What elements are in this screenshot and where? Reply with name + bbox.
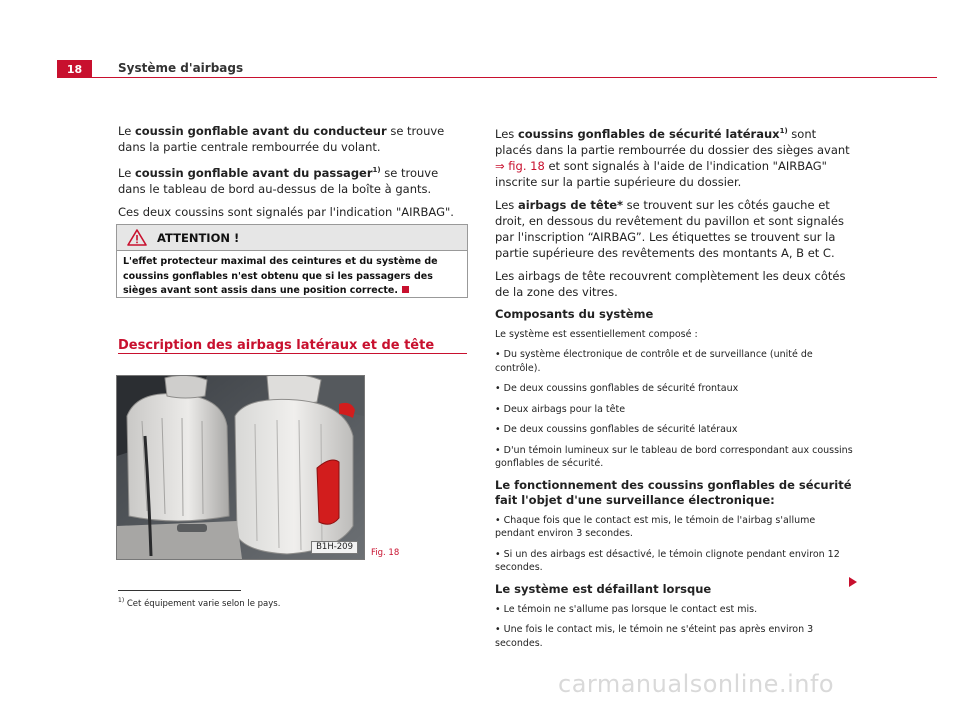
paragraph-head-coverage: Les airbags de tête recouvrent complètement les deux côtés de la zone des vitres. bbox=[495, 268, 846, 299]
figure-seats-image bbox=[116, 375, 365, 560]
list-item: • Deux airbags pour la tête bbox=[495, 403, 626, 415]
section-rule bbox=[118, 353, 467, 354]
list-item: • Le témoin ne s'allume pas lorsque le contact est mis. bbox=[495, 603, 758, 615]
paragraph-head-airbags: Les airbags de tête* se trouvent sur les côtés gauche et droit, en dessous du revêtement du pavillon et sont signalés par l'inscription “AIRBAG”. Les étiquettes se trouvent sur la partie supérieure des revêtements des montants A, B et C. bbox=[495, 197, 844, 260]
end-square-icon bbox=[402, 286, 409, 293]
page-title: Système d'airbags bbox=[118, 61, 244, 75]
footnote-rule bbox=[118, 590, 241, 591]
term-driver-airbag: coussin gonflable avant du conducteur bbox=[134, 124, 387, 138]
list-item: • Chaque fois que le contact est mis, le témoin de l'airbag s'allume pendant environ 3 secondes. bbox=[495, 514, 816, 540]
paragraph-driver-airbag: Le coussin gonflable avant du conducteur se trouve dans la partie centrale rembourrée du volant. bbox=[118, 124, 445, 154]
subheading-faulty: Le système est défaillant lorsque bbox=[495, 581, 712, 596]
figure-code: B1H-209 bbox=[311, 541, 358, 554]
section-title: Description des airbags latéraux et de tête bbox=[118, 338, 435, 353]
arrow-icon: ⇒ bbox=[495, 158, 505, 173]
list-item: • D'un témoin lumineux sur le tableau de bord correspondant aux coussins gonflables de sécurité. bbox=[495, 444, 853, 470]
list-item: • Du système électronique de contrôle et de surveillance (unité de contrôle). bbox=[495, 349, 813, 374]
watermark: carmanualsonline.info bbox=[558, 670, 835, 698]
right-column bbox=[495, 123, 855, 657]
figure-label: Fig. 18 bbox=[371, 548, 400, 558]
term-side-airbags: coussins gonflables de sécurité latéraux bbox=[517, 126, 780, 141]
list-item: • De deux coussins gonflables de sécurité frontaux bbox=[495, 383, 739, 395]
term-passenger-airbag: coussin gonflable avant du passager bbox=[134, 165, 373, 180]
attention-header bbox=[117, 225, 467, 251]
subheading-components: Composants du système bbox=[495, 306, 654, 321]
page-number: 18 bbox=[57, 60, 92, 78]
footnote-ref: 1) bbox=[372, 166, 381, 174]
left-column bbox=[118, 123, 468, 227]
footnote-ref: 1) bbox=[779, 127, 788, 135]
attention-box bbox=[116, 224, 468, 298]
components-intro: Le système est essentiellement composé : bbox=[495, 328, 698, 340]
continue-arrow-icon bbox=[849, 577, 857, 587]
paragraph-side-airbags: Les coussins gonflables de sécurité latéraux$^{1)}$ sont placés dans la partie rembourrée du dossier des sièges avant ⇒ fig. 18 et sont signalés à l'aide de l'indication "AIRBAG" inscrite sur la partie supérieure du dossier. bbox=[495, 126, 850, 189]
list-item: • Si un des airbags est désactivé, le témoin clignote pendant environ 12 secondes. bbox=[495, 548, 840, 574]
attention-title: ATTENTION ! bbox=[157, 230, 240, 245]
attention-text: L'effet protecteur maximal des ceintures et du système de coussins gonflables n'est obtenu que si les passagers des sièges avant sont assis dans une position correcte. bbox=[123, 256, 438, 296]
list-item: • Une fois le contact mis, le témoin ne s'éteint pas après environ 3 secondes. bbox=[495, 624, 814, 649]
footnote-mark: 1) bbox=[118, 597, 125, 604]
paragraph-passenger-airbag: Le coussin gonflable avant du passager$^{1)}$ se trouve dans le tableau de bord au-dessus de la boîte à gants. bbox=[118, 165, 439, 196]
paragraph-airbag-label: Ces deux coussins sont signalés par l'indication "AIRBAG". bbox=[118, 204, 454, 219]
header-rule bbox=[57, 77, 937, 78]
figure-link[interactable]: fig. 18 bbox=[504, 158, 545, 173]
car-seat-illustration bbox=[117, 376, 364, 559]
footnote: $^{1)}$ Cet équipement varie selon le pays. bbox=[118, 597, 281, 609]
warning-triangle-icon bbox=[127, 229, 147, 246]
subheading-monitoring: Le fonctionnement des coussins gonflables de sécurité fait l'objet d'une surveillance électronique: bbox=[495, 477, 852, 507]
term-head-airbags: airbags de tête* bbox=[517, 197, 624, 212]
list-item: • De deux coussins gonflables de sécurité latéraux bbox=[495, 424, 738, 436]
